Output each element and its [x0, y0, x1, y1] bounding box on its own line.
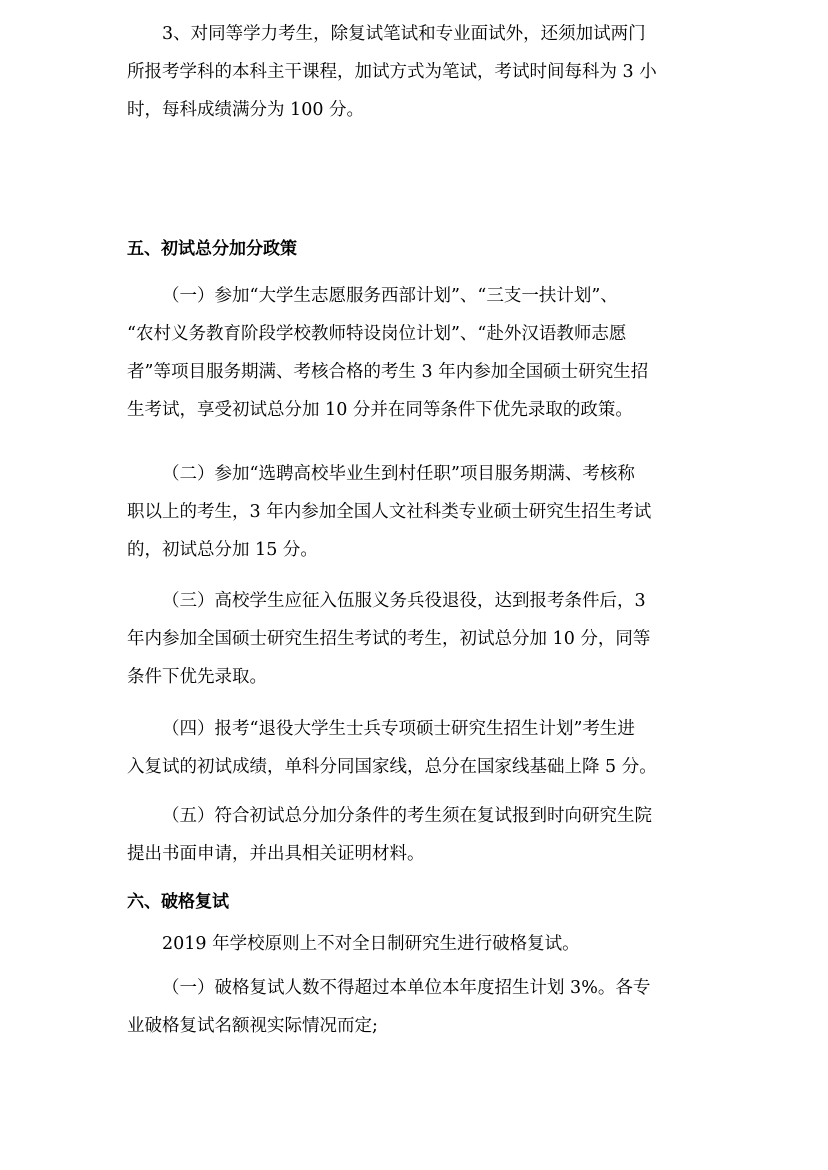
- text-line: 3、对同等学力考生，除复试笔试和专业面试外，还须加试两门: [162, 24, 646, 44]
- text-line: 提出书面申请，并出具相关证明材料。: [127, 844, 425, 864]
- text-line: 2019 年学校原则上不对全日制研究生进行破格复试。: [162, 934, 580, 954]
- paragraph-exceptional-item-1: [127, 969, 705, 1045]
- paragraph-equivalent-candidates: [127, 15, 705, 129]
- text-line: 的，初试总分加 15 分。: [127, 540, 318, 560]
- paragraph-bonus-item-1: [127, 277, 705, 429]
- text-line: “农村义务教育阶段学校教师特设岗位计划”、“赴外汉语教师志愿: [127, 324, 627, 344]
- paragraph-exceptional-intro: [127, 925, 705, 963]
- text-line: （一）参加“大学生志愿服务西部计划”、“三支一扶计划”、: [162, 286, 618, 306]
- text-line: 所报考学科的本科主干课程，加试方式为笔试，考试时间每科为 3 小: [127, 62, 657, 82]
- text-line: 生考试，享受初试总分加 10 分并在同等条件下优先录取的政策。: [127, 400, 633, 420]
- text-line: （四）报考“退役大学生士兵专项硕士研究生招生计划”考生进: [162, 719, 635, 739]
- text-line: 职以上的考生，3 年内参加全国人文社科类专业硕士研究生招生考试: [127, 502, 652, 522]
- paragraph-bonus-item-5: [127, 797, 705, 873]
- text-line: 者”等项目服务期满、考核合格的考生 3 年内参加全国硕士研究生招: [127, 362, 649, 382]
- paragraph-bonus-item-4: [127, 710, 705, 786]
- text-line: 入复试的初试成绩，单科分同国家线，总分在国家线基础上降 5 分。: [127, 757, 657, 777]
- text-line: 时，每科成绩满分为 100 分。: [127, 100, 365, 120]
- section-heading-exceptional-retest: 六、破格复试: [127, 892, 229, 912]
- text-line: 业破格复试名额视实际情况而定;: [127, 1016, 378, 1036]
- text-line: （五）符合初试总分加分条件的考生须在复试报到时向研究生院: [162, 806, 652, 826]
- text-line: 年内参加全国硕士研究生招生考试的考生，初试总分加 10 分，同等: [127, 629, 651, 649]
- text-line: 条件下优先录取。: [127, 667, 267, 687]
- text-line: （三）高校学生应征入伍服义务兵役退役，达到报考条件后，3: [162, 591, 646, 611]
- paragraph-bonus-item-2: [127, 455, 705, 569]
- text-line: （二）参加“选聘高校毕业生到村任职”项目服务期满、考核称: [162, 464, 635, 484]
- paragraph-bonus-item-3: [127, 582, 705, 696]
- section-heading-bonus-policy: 五、初试总分加分政策: [127, 239, 297, 259]
- text-line: （一）破格复试人数不得超过本单位本年度招生计划 3%。各专: [162, 978, 651, 998]
